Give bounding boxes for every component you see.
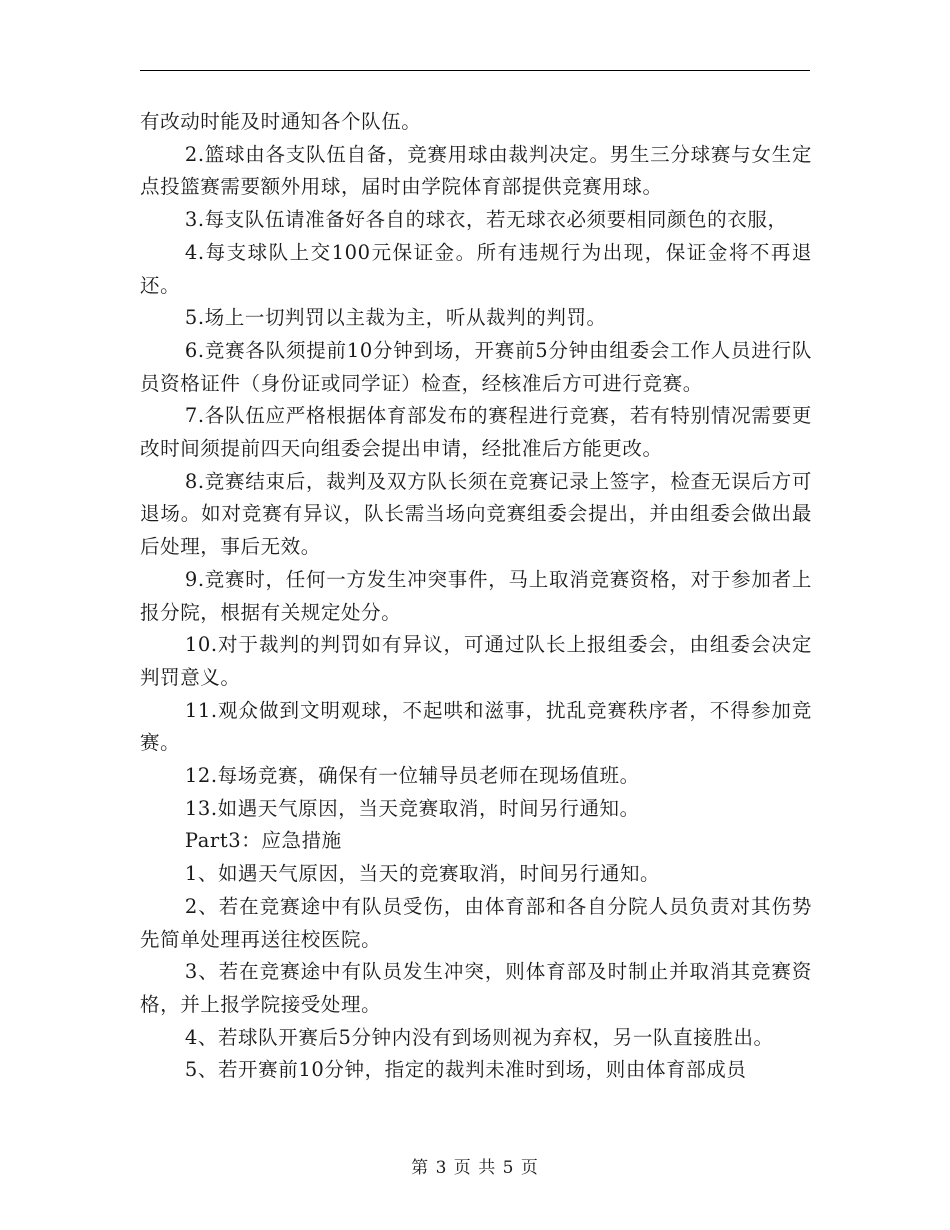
paragraph: 4.每支球队上交100元保证金。所有违规行为出现，保证金将不再退还。 — [140, 240, 812, 297]
paragraph: 10.对于裁判的判罚如有异议，可通过队长上报组委会，由组委会决定判罚意义。 — [140, 633, 812, 689]
paragraph: 有改动时能及时通知各个队伍。 — [140, 110, 422, 133]
paragraph: 12.每场竞赛，确保有一位辅导员老师在现场值班。 — [184, 764, 640, 788]
paragraph: 11.观众做到文明观球，不起哄和滋事，扰乱竞赛秩序者，不得参加竞赛。 — [140, 698, 812, 755]
paragraph: 6.竞赛各队须提前10分钟到场，开赛前5分钟由组委会工作人员进行队员资格证件（身份证或同学证）检查，经核准后方可进行竞赛。 — [140, 338, 812, 395]
paragraph: 3.每支队伍请准备好各自的球衣，若无球衣必须要相同颜色的衣服， — [184, 208, 788, 232]
paragraph: 3、若在竞赛途中有队员发生冲突，则体育部及时制止并取消其竞赛资格，并上报学院接受处理。 — [140, 960, 812, 1016]
section-heading: Part3：应急措施 — [184, 829, 342, 853]
paragraph: 5.场上一切判罚以主裁为主，听从裁判的判罚。 — [184, 306, 607, 330]
paragraph: 2.篮球由各支队伍自备，竞赛用球由裁判决定。男生三分球赛与女生定点投篮赛需要额外用球，届时由学院体育部提供竞赛用球。 — [140, 142, 812, 199]
document-body — [140, 106, 812, 1087]
paragraph: 5、若开赛前10分钟，指定的裁判未准时到场，则由体育部成员 — [184, 1058, 747, 1082]
paragraph: 4、若球队开赛后5分钟内没有到场则视为弃权，另一队直接胜出。 — [184, 1025, 774, 1049]
paragraph: 2、若在竞赛途中有队员受伤，由体育部和各自分院人员负责对其伤势先简单处理再送往校医院。 — [140, 894, 812, 951]
paragraph: 8.竞赛结束后，裁判及双方队长须在竞赛记录上签字，检查无误后方可退场。如对竞赛有异议，队长需当场向竞赛组委会提出，并由组委会做出最后处理，事后无效。 — [140, 469, 812, 559]
paragraph: 9.竞赛时，任何一方发生冲突事件，马上取消竞赛资格，对于参加者上报分院，根据有关规定处分。 — [140, 567, 812, 624]
paragraph: 1、如遇天气原因，当天的竞赛取消，时间另行通知。 — [184, 862, 661, 886]
paragraph: 7.各队伍应严格根据体育部发布的赛程进行竞赛，若有特别情况需要更改时间须提前四天向组委会提出申请，经批准后方能更改。 — [140, 404, 812, 461]
header-rule — [140, 70, 810, 71]
paragraph: 13.如遇天气原因，当天竞赛取消，时间另行通知。 — [184, 796, 640, 820]
page-number-footer: 第 3 页 共 5 页 — [411, 1158, 539, 1178]
